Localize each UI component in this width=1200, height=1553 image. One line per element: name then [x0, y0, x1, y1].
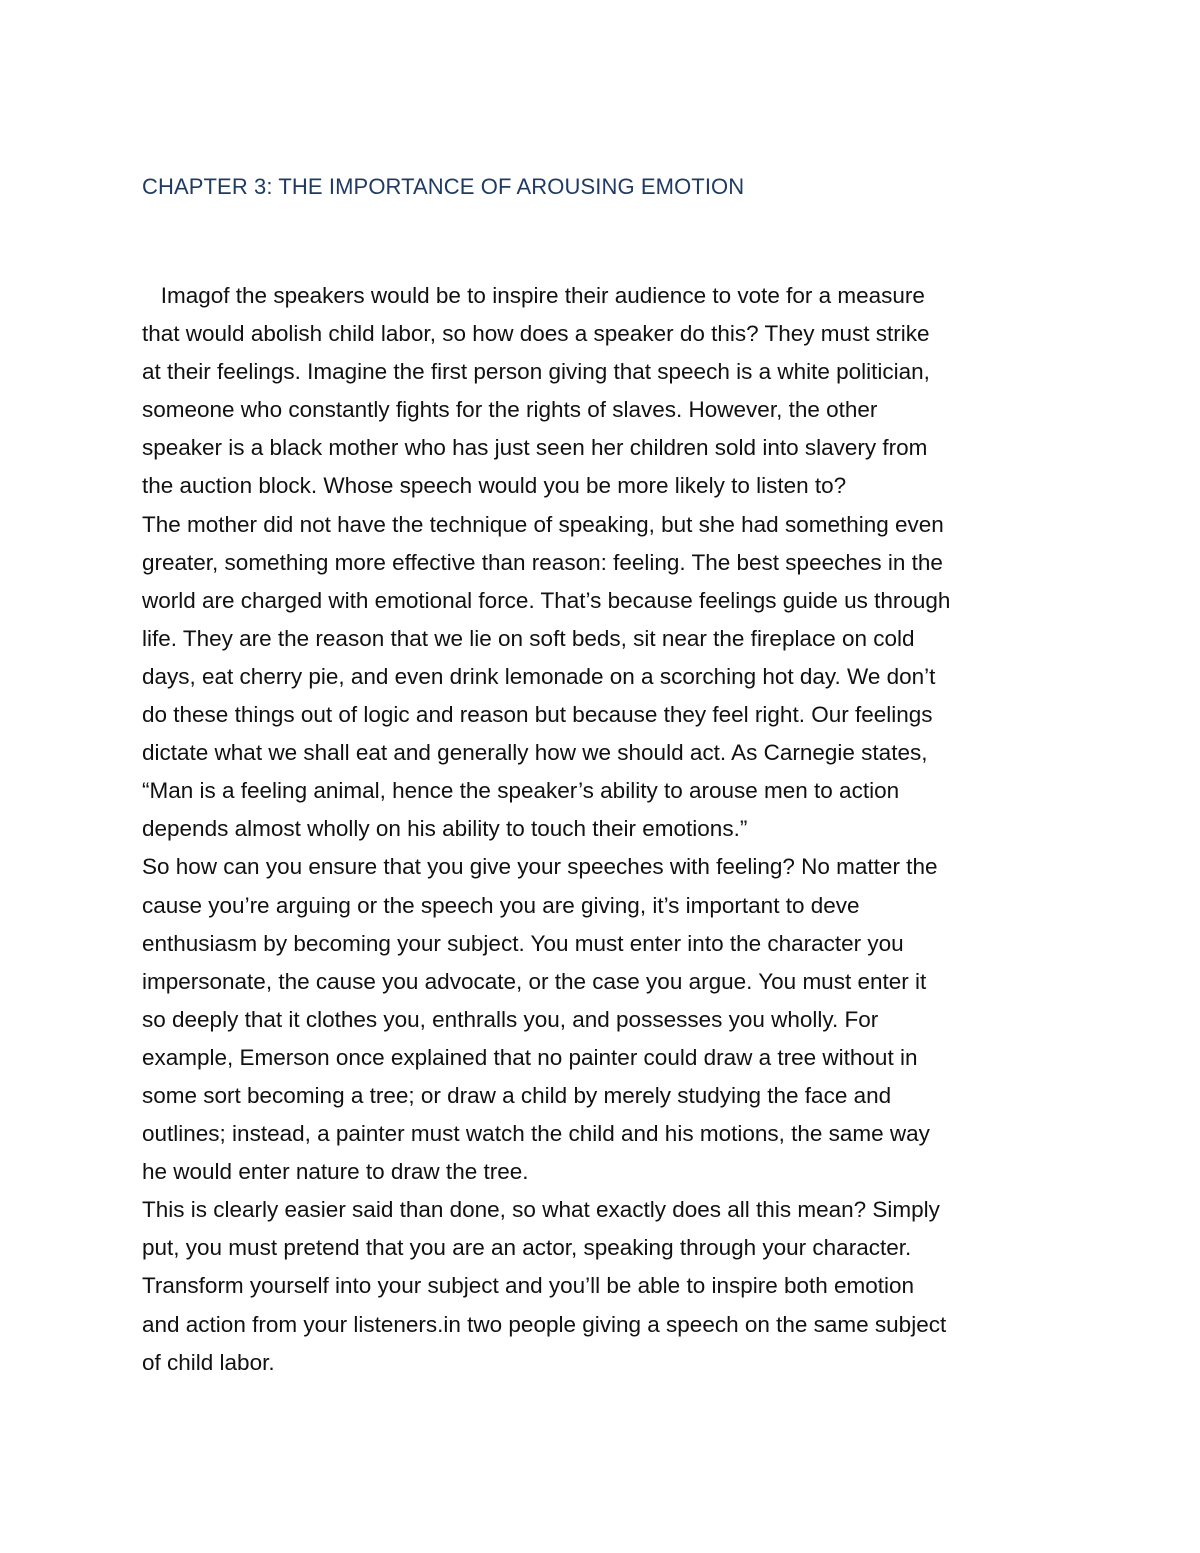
text-line: depends almost wholly on his ability to touch their emotions.” — [142, 816, 748, 842]
text-line: example, Emerson once explained that no painter could draw a tree without in — [142, 1044, 918, 1070]
text-line: So how can you ensure that you give your speeches with feeling? No matter the — [142, 854, 938, 880]
text-line: life. They are the reason that we lie on soft beds, sit near the fireplace on cold — [142, 625, 915, 651]
text-line: impersonate, the cause you advocate, or the case you argue. You must enter it — [142, 968, 927, 994]
text-line: days, eat cherry pie, and even drink lemonade on a scorching hot day. We don’t — [142, 663, 936, 689]
text-line: he would enter nature to draw the tree. — [142, 1159, 529, 1185]
text-line: that would abolish child labor, so how does a speaker do this? They must strike — [142, 321, 930, 347]
text-line: outlines; instead, a painter must watch the child and his motions, the same way — [142, 1121, 930, 1147]
text-line: cause you’re arguing or the speech you are giving, it’s important to deve — [142, 892, 860, 918]
text-line: and action from your listeners.in two people giving a speech on the same subject — [142, 1311, 947, 1337]
body-text — [142, 277, 1142, 1382]
text-line: Imagof the speakers would be to inspire their audience to vote for a measure — [142, 283, 925, 308]
text-line: world are charged with emotional force. That’s because feelings guide us through — [142, 587, 951, 613]
text-line: some sort becoming a tree; or draw a child by merely studying the face and — [142, 1082, 892, 1108]
text-line: so deeply that it clothes you, enthralls you, and possesses you wholly. For — [142, 1006, 879, 1032]
text-line: speaker is a black mother who has just seen her children sold into slavery from — [142, 435, 928, 461]
text-line: dictate what we shall eat and generally how we should act. As Carnegie states, — [142, 740, 928, 766]
text-line: greater, something more effective than reason: feeling. The best speeches in the — [142, 549, 943, 575]
text-line: enthusiasm by becoming your subject. You must enter into the character you — [142, 930, 904, 956]
text-line: The mother did not have the technique of speaking, but she had something even — [142, 511, 944, 537]
text-line: the auction block. Whose speech would you be more likely to listen to? — [142, 473, 847, 499]
text-line: of child labor. — [142, 1349, 275, 1375]
text-line: someone who constantly fights for the rights of slaves. However, the other — [142, 397, 878, 423]
chapter-title: CHAPTER 3: THE IMPORTANCE OF AROUSING EMOTION — [142, 174, 745, 199]
text-line: do these things out of logic and reason but because they feel right. Our feelings — [142, 702, 933, 728]
text-line: “Man is a feeling animal, hence the speaker’s ability to arouse men to action — [142, 778, 900, 804]
text-line: This is clearly easier said than done, so what exactly does all this mean? Simply — [142, 1197, 940, 1223]
text-line: put, you must pretend that you are an actor, speaking through your character. — [142, 1235, 912, 1261]
text-line: at their feelings. Imagine the first person giving that speech is a white politician, — [142, 359, 930, 385]
text-line: Transform yourself into your subject and you’ll be able to inspire both emotion — [142, 1273, 915, 1299]
